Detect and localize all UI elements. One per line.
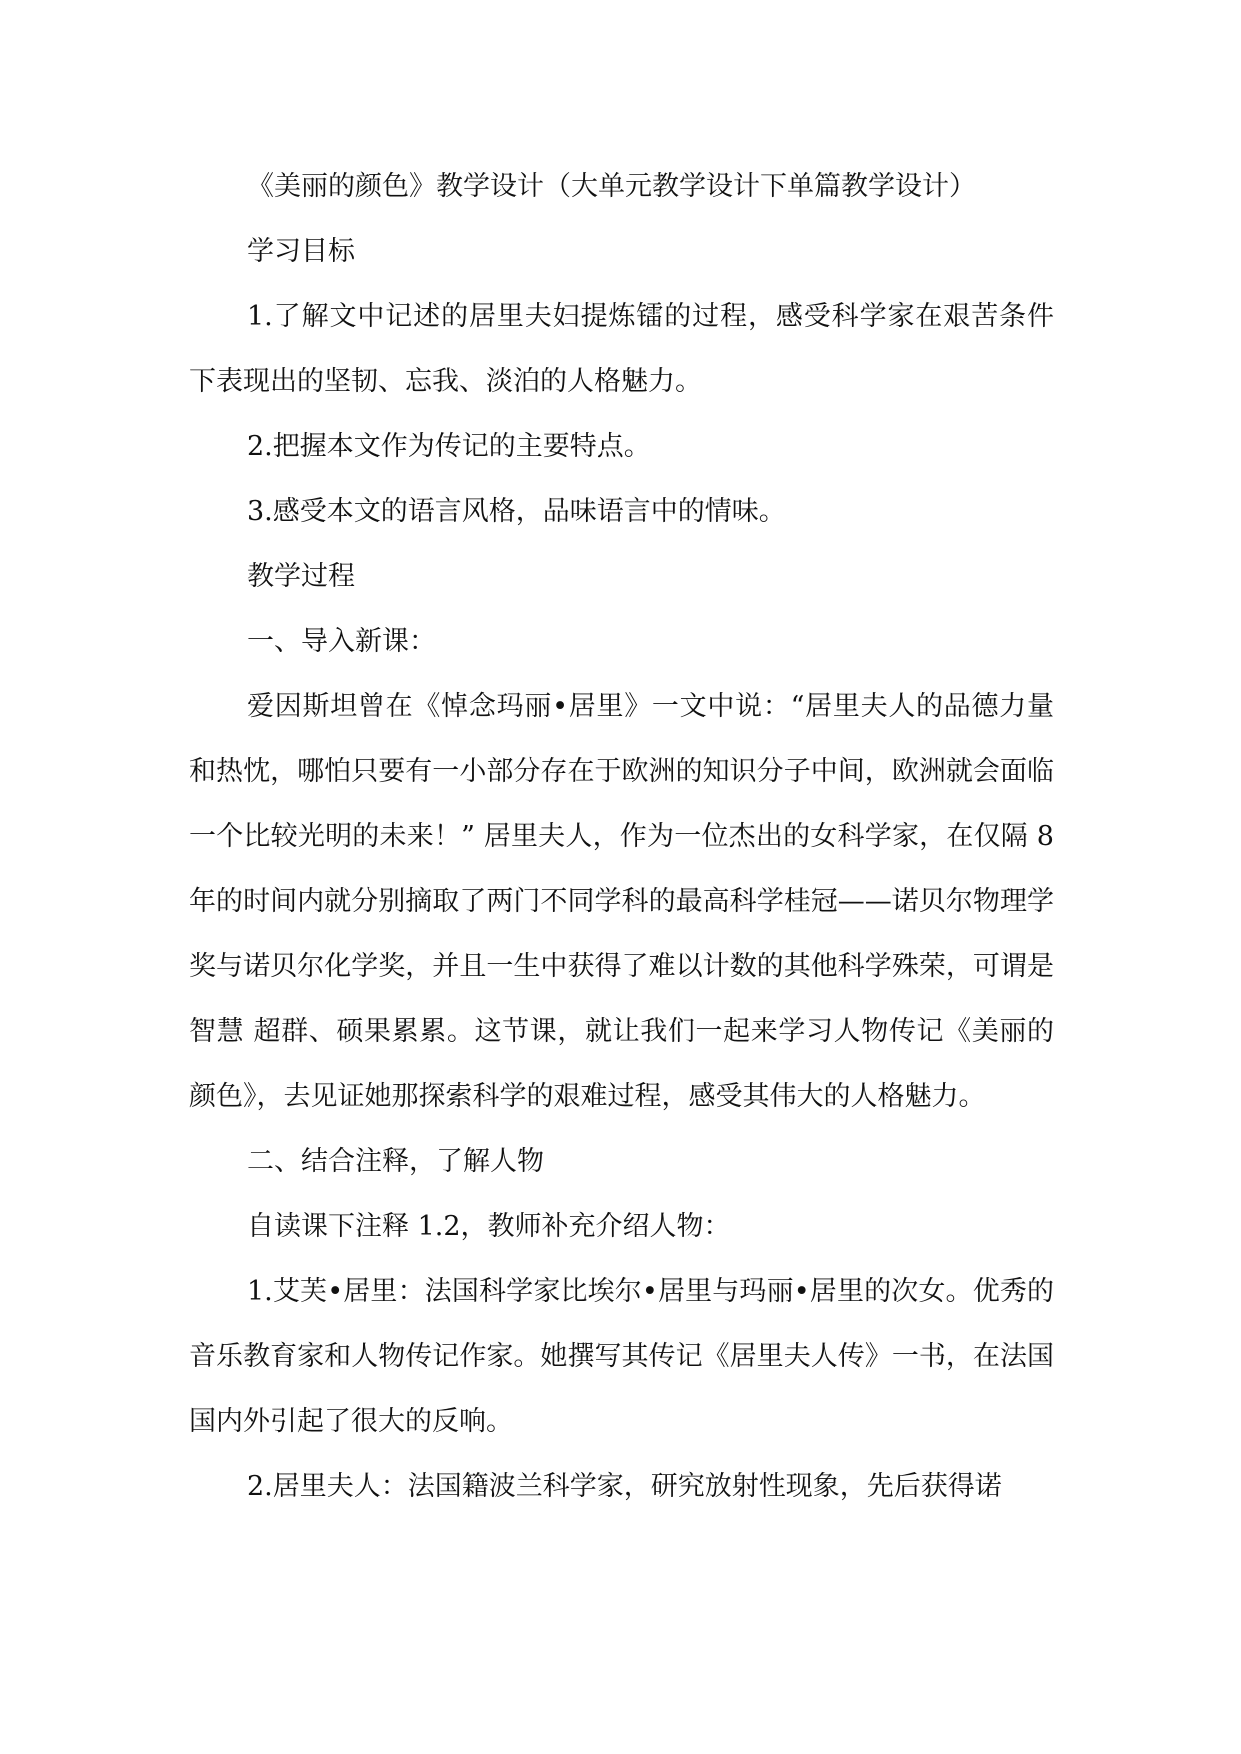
introduction-paragraph: 爱因斯坦曾在《悼念玛丽•居里》一文中说：“居里夫人的品德力量和热忱，哪怕只要有一小部分存在于欧洲的知识分子中间，欧洲就会面临一个比较光明的未来！” 居里夫人，作为一位杰出的女科学家，在仅隔 8 年的时间内就分别摘取了两门不同学科的最高科学桂冠——诺贝尔物理学奖与诺贝尔化学奖，并且一生中获得了难以计数的其他科学殊荣，可谓是智慧 超群、硕果累累。这节课，就让我们一起来学习人物传记《美丽的颜色》，去见证她那探索科学的艰难过程，感受其伟大的人格魅力。 — [189, 691, 1054, 1112]
heading-learning-objectives: 学习目标 — [247, 236, 355, 267]
person-note-marie-curie: 2.居里夫人：法国籍波兰科学家，研究放射性现象，先后获得诺 — [247, 1471, 1002, 1502]
heading-teaching-process: 教学过程 — [247, 561, 355, 592]
objective-3: 3.感受本文的语言风格，品味语言中的情味。 — [247, 496, 786, 527]
section-2-heading: 二、结合注释，了解人物 — [247, 1146, 544, 1177]
self-reading-instruction: 自读课下注释 1.2，教师补充介绍人物： — [247, 1211, 731, 1242]
section-1-heading: 一、导入新课： — [247, 626, 436, 657]
document-body — [189, 154, 1054, 1519]
objective-2: 2.把握本文作为传记的主要特点。 — [247, 431, 651, 462]
person-note-eve-curie: 1.艾芙•居里：法国科学家比埃尔•居里与玛丽•居里的次女。优秀的音乐教育家和人物传记作家。她撰写其传记《居里夫人传》一书，在法国国内外引起了很大的反响。 — [189, 1276, 1054, 1437]
document-title: 《美丽的颜色》教学设计（大单元教学设计下单篇教学设计） — [247, 171, 976, 202]
objective-1: 1.了解文中记述的居里夫妇提炼镭的过程，感受科学家在艰苦条件下表现出的坚韧、忘我、淡泊的人格魅力。 — [189, 301, 1054, 397]
